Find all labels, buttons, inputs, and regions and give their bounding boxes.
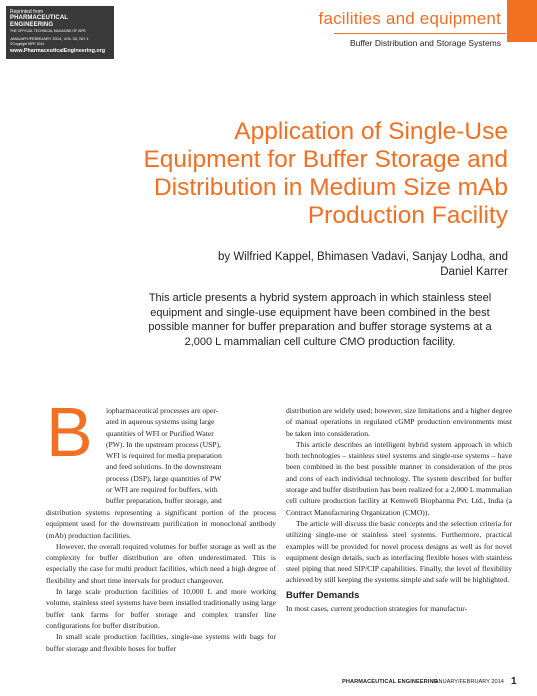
body-paragraph: In most cases, current production strategies for manufactur- bbox=[286, 603, 468, 613]
reprint-box bbox=[6, 6, 114, 59]
body-paragraph: In small scale production facilities, single-use systems with bags for buffer storage and flexible hoses for buffer bbox=[46, 632, 276, 653]
abstract-line: possible manner for buffer preparation and buffer storage systems at a bbox=[148, 321, 492, 333]
reprint-issue: JANUARY/FEBRUARY 2014, VOL 34, NO 1 bbox=[10, 36, 89, 41]
headline-line: Equipment for Buffer Storage and bbox=[143, 146, 508, 173]
section-subtitle: Buffer Distribution and Storage Systems bbox=[349, 38, 501, 48]
abstract-line: This article presents a hybrid system approach in which stainless steel bbox=[148, 292, 492, 304]
intro-line: or WFI are required for buffers, with bbox=[106, 485, 218, 495]
reprint-tagline: THE OFFICIAL TECHNICAL MAGAZINE OF ISPE bbox=[10, 29, 86, 33]
right-column bbox=[286, 405, 512, 614]
subhead-buffer-demands: Buffer Demands bbox=[286, 589, 360, 601]
reprint-journal: PHARMACEUTICAL ENGINEERING bbox=[10, 15, 68, 28]
abstract-line: 2,000 L mammalian cell culture CMO production facility. bbox=[184, 335, 456, 348]
body-paragraph: In large scale production facilities of 10,000 L and more working volume, stainless steel systems have been installed traditionally using large buffer tank farms for buffer storage and complex transfer line configurations for buffer distribution. bbox=[46, 587, 276, 630]
body-paragraph: distribution are widely used; however, size limitations and a higher degree of manual operations in regulated cGMP production environments must be taken into consideration. bbox=[286, 406, 512, 438]
intro-line: process (DSP), large quantities of PW bbox=[106, 473, 222, 483]
body-paragraph: However, the overall required volumes for buffer storage as well as the complexity for buffer distribution are often underestimated. This is especially the case for multi product facilities, which need a high degree of flexibility and short time intervals for product changeover. bbox=[46, 541, 276, 585]
byline-line: Daniel Karrer bbox=[440, 266, 508, 278]
intro-line: quantities of WFI or Purified Water bbox=[106, 428, 214, 438]
intro-paragraph bbox=[106, 405, 276, 507]
byline-line: by Wilfried Kappel, Bhimasen Vadavi, Sanjay Lodha, and bbox=[217, 251, 508, 263]
intro-line: ated in aqueous systems using large bbox=[106, 417, 215, 427]
article-byline bbox=[150, 250, 508, 280]
reprint-from: Reprinted from bbox=[10, 9, 44, 15]
article-abstract bbox=[132, 291, 508, 349]
body-paragraph: This article describes an intelligent hybrid system approach in which both technologies – stainless steel systems and single-use systems – have been combined in the best possible manner in consideration of the pros and cons of each individual technology. The system described for buffer storage and buffer distribution has been realized for a 2,000 L mammalian cell culture production facility at Kemwell Biopharma Pvt. Ltd., India (a Contract Manufacturing Organization (CMO)). bbox=[286, 439, 512, 517]
reprint-url[interactable]: www.PharmaceuticalEngineering.org bbox=[10, 48, 106, 54]
footer-journal: PHARMACEUTICAL ENGINEERING bbox=[342, 679, 439, 685]
page-footer bbox=[0, 676, 537, 696]
intro-line: buffer preparation, buffer storage, and bbox=[106, 496, 222, 506]
intro-line: iopharmaceutical processes are oper- bbox=[106, 406, 219, 415]
intro-line: WFI is required for media preparation bbox=[106, 451, 222, 461]
headline-line: Distribution in Medium Size mAb bbox=[153, 174, 508, 201]
page-number: 1 bbox=[511, 676, 517, 687]
intro-line: (PW). In the upstream process (USP), bbox=[106, 439, 221, 449]
left-column bbox=[46, 507, 276, 654]
body-paragraph: The article will discuss the basic concepts and the selection criteria for utilizing single-use or stainless steel systems. Furthermore, practical examples will be provided for novel process designs as well as for novel equipment design details, such as interfacing flexible hoses with stainless steel piping that need SIP/CIP capabilities. Finally, the level of flexibility achieved by still keeping the systems simple and safe will be highlighted. bbox=[286, 518, 512, 585]
article-headline bbox=[110, 118, 508, 230]
section-tab bbox=[507, 0, 537, 42]
reprint-copyright: ©Copyright ISPE 2014 bbox=[10, 42, 45, 46]
section-rule bbox=[334, 33, 506, 34]
drop-cap: B bbox=[46, 393, 93, 471]
headline-line: Application of Single-Use bbox=[234, 118, 508, 145]
section-title: facilities and equipment bbox=[318, 9, 501, 28]
headline-line: Production Facility bbox=[307, 202, 508, 229]
body-paragraph: distribution systems representing a significant portion of the process equipment used for the downstream purification in monoclonal antibody (mAb) production facilities. bbox=[46, 508, 276, 540]
intro-line: and feed solutions. In the downstream bbox=[106, 462, 222, 472]
abstract-line: equipment and single-use equipment have been combined in the best bbox=[150, 306, 490, 319]
footer-issue: JANUARY/FEBRUARY 2014 bbox=[432, 679, 504, 685]
